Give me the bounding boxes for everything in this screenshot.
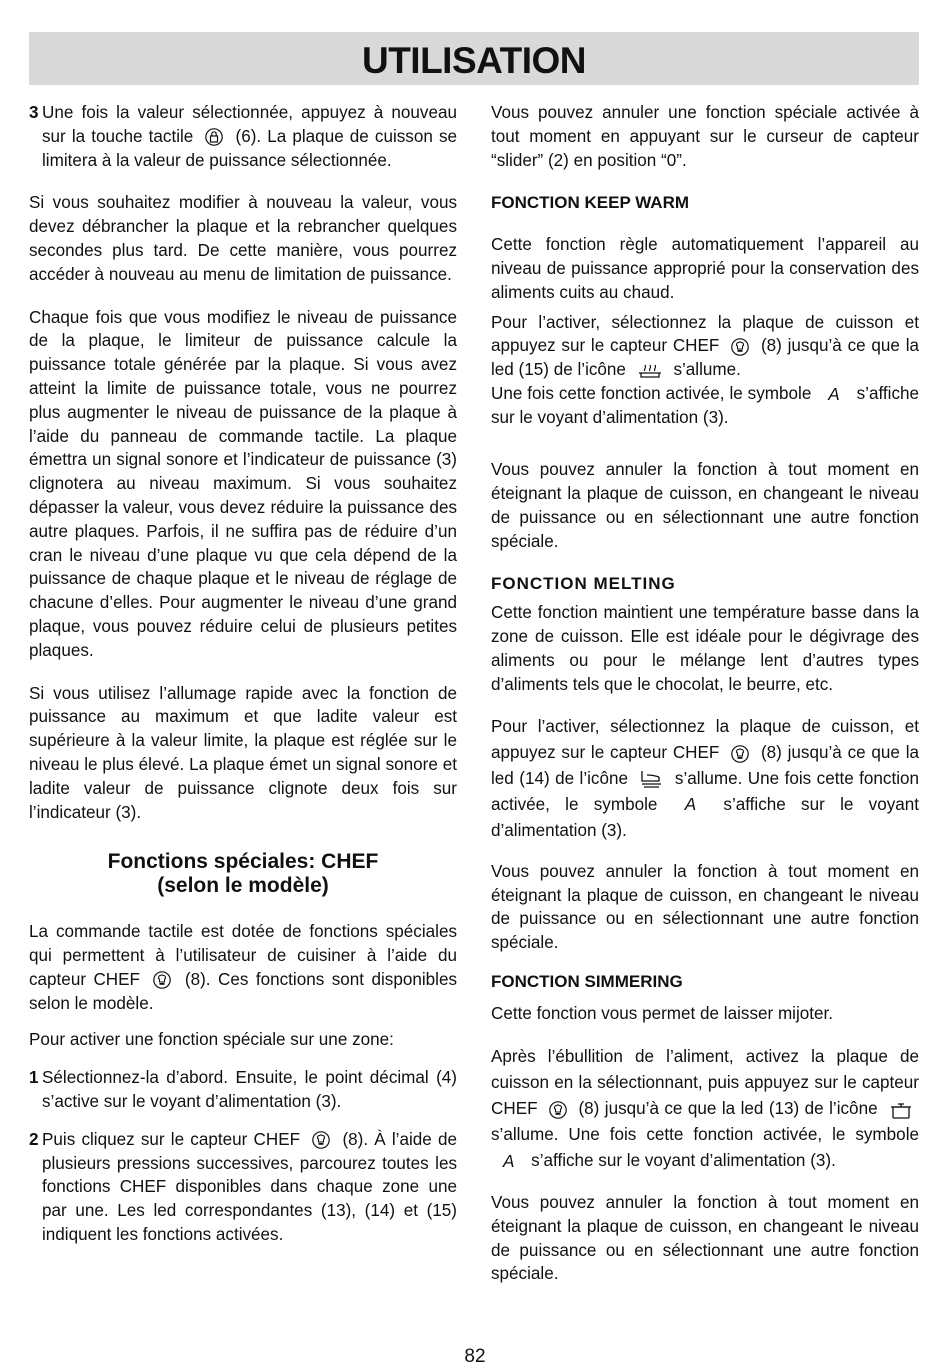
- text: Pour l’activer, sélectionnez la plaque de cuisson, et appuyez sur le capteur CHEF: [491, 717, 919, 763]
- paragraph: Cette fonction vous permet de laisser mijoter.: [491, 1003, 834, 1023]
- paragraph: Si vous utilisez l’allumage rapide avec la fonction de puissance au maximum et que ladite valeur est supérieure à la valeur limite, la plaque est réglée sur le niveau le plus élevé. La plaque émet un signal sonore et ladite valeur de puissance clignote deux fois sur l’indicateur (3).: [29, 683, 457, 822]
- paragraph: [491, 1044, 919, 1175]
- step-text: Puis cliquez sur le capteur CHEF: [42, 1129, 301, 1149]
- heading-line: Fonctions spéciales: CHEF: [107, 850, 379, 874]
- symbol-a: A: [503, 1151, 515, 1171]
- page-number: 82: [464, 1346, 486, 1367]
- text: s’allume.: [673, 360, 741, 380]
- chef-sensor-icon: [153, 970, 171, 990]
- paragraph: Pour activer une fonction spéciale sur une zone:: [29, 1029, 394, 1049]
- step-number: 1: [29, 1068, 39, 1088]
- step-number: 2: [29, 1129, 39, 1149]
- paragraph: [29, 920, 457, 1015]
- chef-sensor-icon: [731, 337, 749, 357]
- text: s’affiche sur le voyant d’alimentation (3).: [491, 794, 920, 841]
- chef-sensor-icon: [731, 744, 749, 764]
- symbol-a: A: [828, 384, 840, 404]
- paragraph: Vous pouvez annuler la fonction à tout moment en éteignant la plaque de cuisson, en changeant le niveau de puissance ou en sélectionnant une autre fonction spéciale.: [491, 1193, 919, 1284]
- chef-sensor-icon: [549, 1100, 567, 1120]
- section-heading: [29, 850, 457, 898]
- melting-icon: [639, 769, 663, 789]
- step-text: Sélectionnez-la d’abord. Ensuite, le point décimal (4) s’active sur le voyant d’alimentation (3).: [42, 1068, 457, 1112]
- step-text-cont: (6). La plaque de cuisson se limitera à la valeur de puissance sélectionnée.: [42, 126, 458, 170]
- step-number: 3: [29, 103, 39, 122]
- text: Après l’ébullition de l’aliment, activez la plaque de cuisson en la sélectionnant, puis appuyez sur le capteur CHEF: [491, 1046, 919, 1119]
- step-2: [29, 1128, 457, 1247]
- page-title: UTILISATION: [361, 40, 586, 81]
- text: La commande tactile est dotée de fonctions spéciales qui permettent à l’utilisateur de cuisiner à l’aide du capteur CHEF: [29, 922, 457, 989]
- paragraph: Vous pouvez annuler la fonction à tout moment en éteignant la plaque de cuisson, en changeant le niveau de puissance ou en sélectionnant une autre fonction spéciale.: [491, 460, 919, 551]
- symbol-a: A: [684, 795, 697, 815]
- paragraph: Vous pouvez annuler une fonction spéciale activée à tout moment en appuyant sur le curseur de capteur “slider” (2) en position “0”.: [491, 103, 919, 170]
- step-3: [29, 101, 457, 172]
- text: s’allume. Une fois cette fonction activée, le symbole: [491, 1125, 919, 1145]
- section-heading: FONCTION MELTING: [491, 574, 676, 594]
- text: s’affiche sur le voyant d’alimentation (3).: [531, 1151, 836, 1171]
- text: s’affiche sur le voyant d’alimentation (3).: [491, 383, 920, 428]
- right-column: [491, 101, 919, 1286]
- left-column: [29, 101, 457, 1247]
- text: s’allume. Une fois cette fonction activée, le symbole: [491, 768, 920, 814]
- text: Pour l’activer, sélectionnez la plaque de cuisson et appuyez sur le capteur CHEF: [491, 312, 919, 356]
- text: (8) jusqu’à ce que la led (15) de l’icône: [491, 336, 920, 380]
- paragraph: [491, 382, 919, 430]
- paragraph: Si vous souhaitez modifier à nouveau la valeur, vous devez débrancher la plaque et la rebrancher quelques secondes plus tard. De cette manière, vous pourrez accéder à nouveau au menu de limitation de puissance.: [29, 193, 457, 284]
- text: (8) jusqu’à ce que la led (14) de l’icône: [491, 743, 920, 788]
- paragraph: [491, 311, 919, 382]
- step-text: Une fois la valeur sélectionnée, appuyez à nouveau sur la touche tactile: [42, 103, 457, 146]
- chef-sensor-icon: [312, 1130, 330, 1150]
- text: Une fois cette fonction activée, le symbole: [491, 383, 812, 403]
- paragraph: Cette fonction maintient une température basse dans la zone de cuisson. Elle est idéale pour le dégivrage des aliments ou pour le mélange lent d’autres types d’aliments tels que le chocolat, le beurre, etc.: [491, 603, 919, 694]
- lock-touch-icon: [205, 127, 223, 147]
- text: (8). Ces fonctions sont disponibles selon le modèle.: [29, 969, 457, 1013]
- step-1: [29, 1066, 457, 1114]
- simmering-pot-icon: [889, 1100, 913, 1120]
- section-heading: FONCTION KEEP WARM: [491, 193, 690, 213]
- paragraph: Cette fonction règle automatiquement l’appareil au niveau de puissance approprié pour la conservation des aliments cuits au chaud.: [491, 235, 919, 302]
- paragraph: Chaque fois que vous modifiez le niveau de puissance de la plaque, le limiteur de puissance calcule la puissance totale générée par la plaque. Si vous avez atteint la limite de puissance totale, vous ne pourrez plus augmenter le niveau de puissance de la plaque à l’aide du panneau de commande tactile. La plaque émettra un signal sonore et l’indicateur de puissance (3) clignotera au niveau maximum. Si vous souhaitez dépasser la valeur, vous devez réduire la puissance des autre plaques. Parfois, il ne suffira pas de réduire d’un cran le niveau d’une plaque vu que cela dépend de la puissance de chaque plaque et le niveau de réglage de chacune d’elles. Pour augmenter le niveau d’une grand plaque, vous pouvez réduire celui de plusieurs petites plaques.: [29, 307, 457, 660]
- title-banner: [29, 32, 919, 85]
- text: (8) jusqu’à ce que la led (13) de l’icône: [578, 1099, 878, 1119]
- paragraph: [491, 714, 919, 844]
- keep-warm-icon: [637, 362, 663, 380]
- step-text-cont: (8). À l’aide de plusieurs pressions successives, parcourez toutes les fonctions CHEF disponibles dans chaque zone une par une. Les led correspondantes (13), (14) et (15) indiquent les fonctions activées.: [42, 1129, 458, 1245]
- heading-line: (selon le modèle): [157, 874, 329, 898]
- section-heading: FONCTION SIMMERING: [491, 972, 683, 992]
- paragraph: Vous pouvez annuler la fonction à tout moment en éteignant la plaque de cuisson, en changeant le niveau de puissance ou en sélectionnant une autre fonction spéciale.: [491, 861, 919, 953]
